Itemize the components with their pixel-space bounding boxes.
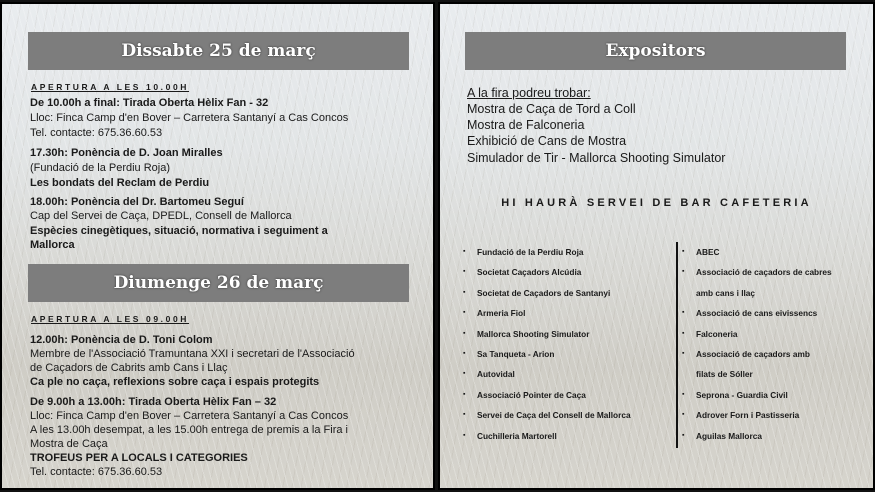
exhibit-item: Exhibició de Cans de Mostra	[467, 134, 627, 148]
event-contact: Tel. contacte: 675.36.60.53	[30, 127, 163, 139]
list-item: ▪ Cuchilleria Martorell	[463, 426, 631, 446]
schedule-panel	[0, 2, 435, 490]
list-item: ▪ ABEC	[682, 242, 832, 262]
event-detail: Cap del Servei de Caça, DPEDL, Consell de Mallorca	[30, 210, 292, 222]
event-contact: Tel. contacte: 675.36.60.53	[30, 466, 163, 478]
column-divider	[676, 242, 678, 448]
list-item-continuation: filats de Sóller	[696, 369, 753, 380]
event-detail: Membre de l'Associació Tramuntana XXI i secretari de l'Associació	[30, 348, 355, 360]
event-detail: A les 13.00h desempat, a les 15.00h entrega de premis a la Fira i	[30, 424, 348, 436]
event-title: 18.00h: Ponència del Dr. Bartomeu Seguí	[30, 196, 244, 208]
bar-service-notice: HI HAURÀ SERVEI DE BAR CAFETERIA	[501, 197, 812, 209]
list-item: ▪ Societat Caçadors Alcúdia	[463, 262, 631, 282]
list-item: ▪ Servei de Caça del Consell de Mallorca	[463, 405, 631, 425]
list-item: ▪ Associació de caçadors amb	[682, 344, 832, 364]
exhibitors-list-right	[682, 242, 832, 446]
sunday-opening: APERTURA A LES 09.00H	[31, 314, 190, 324]
list-item: ▪ Societat de Caçadors de Santanyi	[463, 283, 631, 303]
list-item: ▪ Mallorca Shooting Simulator	[463, 324, 631, 344]
saturday-header: Dissabte 25 de març	[28, 32, 409, 70]
event-title: 17.30h: Ponència de D. Joan Miralles	[30, 147, 223, 159]
exhibitors-intro: A la fira podreu trobar:	[467, 86, 591, 100]
event-detail: Mostra de Caça	[30, 438, 108, 450]
event-topic: Espècies cinegètiques, situació, normativa i seguiment a	[30, 225, 328, 237]
exhibit-item: Simulador de Tir - Mallorca Shooting Simulator	[467, 151, 726, 165]
sunday-header: Diumenge 26 de març	[28, 264, 409, 302]
list-item: ▪ Aguilas Mallorca	[682, 426, 832, 446]
exhibit-item: Mostra de Caça de Tord a Coll	[467, 102, 636, 116]
list-item: ▪ Fundació de la Perdiu Roja	[463, 242, 631, 262]
list-item: ▪ Seprona - Guardia Civil	[682, 385, 832, 405]
event-topic: Les bondats del Reclam de Perdiu	[30, 177, 210, 189]
exhibitors-list-left	[463, 242, 631, 446]
event-topic: Ca ple no caça, reflexions sobre caça i espais protegits	[30, 376, 320, 388]
list-item: ▪ Associació Pointer de Caça	[463, 385, 631, 405]
event-location: Lloc: Finca Camp d'en Bover – Carretera Santanyí a Cas Concos	[30, 112, 349, 124]
exhibit-item: Mostra de Falconeria	[467, 118, 585, 132]
event-title: 12.00h: Ponència de D. Toni Colom	[30, 334, 213, 346]
event-title: De 9.00h a 13.00h: Tirada Oberta Hèlix Fan – 32	[30, 396, 277, 408]
event-detail: (Fundació de la Perdiu Roja)	[30, 162, 171, 174]
list-item: ▪ Autovidal	[463, 364, 631, 384]
list-item: ▪ Falconeria	[682, 324, 832, 344]
event-detail: de Caçadors de Cabrits amb Cans i Llaç	[30, 362, 228, 374]
list-item-continuation: amb cans i llaç	[696, 287, 756, 298]
event-location: Lloc: Finca Camp d'en Bover – Carretera Santanyí a Cas Concos	[30, 410, 349, 422]
event-title: De 10.00h a final: Tirada Oberta Hèlix Fan - 32	[30, 97, 269, 109]
list-item: ▪ Armeria Fiol	[463, 303, 631, 323]
list-item: ▪ Adrover Forn i Pastisseria	[682, 405, 832, 425]
event-topic: Mallorca	[30, 239, 75, 251]
exhibitors-header: Expositors	[465, 32, 846, 70]
event-topic: TROFEUS PER A LOCALS I CATEGORIES	[30, 452, 248, 464]
list-item: ▪ Associació de cans eivissencs	[682, 303, 832, 323]
exhibitors-panel	[438, 2, 875, 490]
saturday-opening: APERTURA A LES 10.00H	[31, 82, 190, 92]
list-item: ▪ Sa Tanqueta - Arion	[463, 344, 631, 364]
list-item: ▪ Associació de caçadors de cabres	[682, 262, 832, 282]
